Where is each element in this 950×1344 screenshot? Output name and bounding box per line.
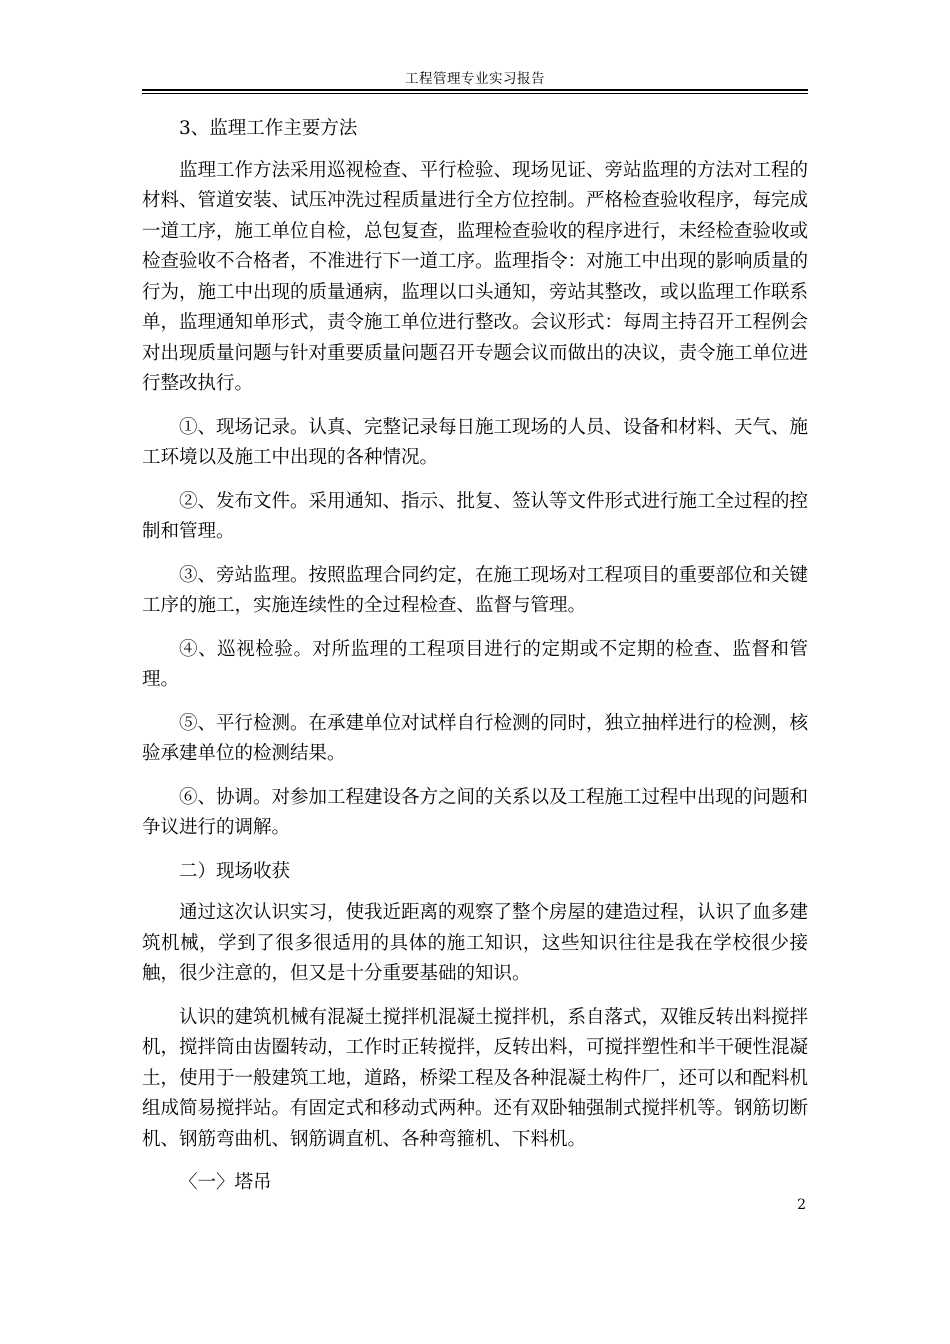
list-item-paragraph: ①、现场记录。认真、完整记录每日施工现场的人员、设备和材料、天气、施工环境以及施工中出现的各种情况。 [142,416,809,468]
header-rule [142,89,808,91]
section-heading: 3、监理工作主要方法 [179,118,358,139]
list-item-paragraph: ⑥、协调。对参加工程建设各方之间的关系以及工程施工过程中出现的问题和争议进行的调解。 [142,786,809,838]
section-heading: 〈一〉塔吊 [179,1172,272,1193]
paragraph: 监理工作方法采用巡视检查、平行检验、现场见证、旁站监理的方法对工程的材料、管道安装、试压冲洗过程质量进行全方位控制。严格检查验收程序，每完成一道工序，施工单位自检，总包复查，监理检查验收的程序进行，未经检查验收或检查验收不合格者，不准进行下一道工序。监理指令：对施工中出现的影响质量的行为，施工中出现的质量通病，监理以口头通知，旁站其整改，或以监理工作联系单，监理通知单形式，责令施工单位进行整改。会议形式：每周主持召开工程例会对出现质量问题与针对重要质量问题召开专题会议而做出的决议，责令施工单位进行整改执行。 [142,159,809,394]
page-header-title: 工程管理专业实习报告 [405,71,545,87]
page-number: 2 [797,1197,806,1213]
list-item-paragraph: ②、发布文件。采用通知、指示、批复、签认等文件形式进行施工全过程的控制和管理。 [142,490,809,542]
list-item-paragraph: ④、巡视检验。对所监理的工程项目进行的定期或不定期的检查、监督和管理。 [142,638,808,690]
header-rule-thin [142,93,808,94]
section-heading: 二）现场收获 [179,860,291,882]
list-item-paragraph: ⑤、平行检测。在承建单位对试样自行检测的同时，独立抽样进行的检测，核验承建单位的检测结果。 [142,712,809,764]
list-item-paragraph: ③、旁站监理。按照监理合同约定，在施工现场对工程项目的重要部位和关键工序的施工，实施连续性的全过程检查、监督与管理。 [142,564,809,616]
paragraph: 认识的建筑机械有混凝土搅拌机混凝土搅拌机，系自落式，双锥反转出料搅拌机，搅拌筒由齿圈转动，工作时正转搅拌，反转出料，可搅拌塑性和半干硬性混凝土，使用于一般建筑工地，道路，桥梁工程及各种混凝土构件厂，还可以和配料机组成简易搅拌站。有固定式和移动式两种。还有双卧轴强制式搅拌机等。钢筋切断机、钢筋弯曲机、钢筋调直机、各种弯箍机、下料机。 [142,1006,809,1150]
paragraph: 通过这次认识实习，使我近距离的观察了整个房屋的建造过程，认识了血多建筑机械，学到了很多很适用的具体的施工知识，这些知识往往是我在学校很少接触，很少注意的，但又是十分重要基础的知识。 [142,902,809,984]
body-text [142,114,808,1210]
